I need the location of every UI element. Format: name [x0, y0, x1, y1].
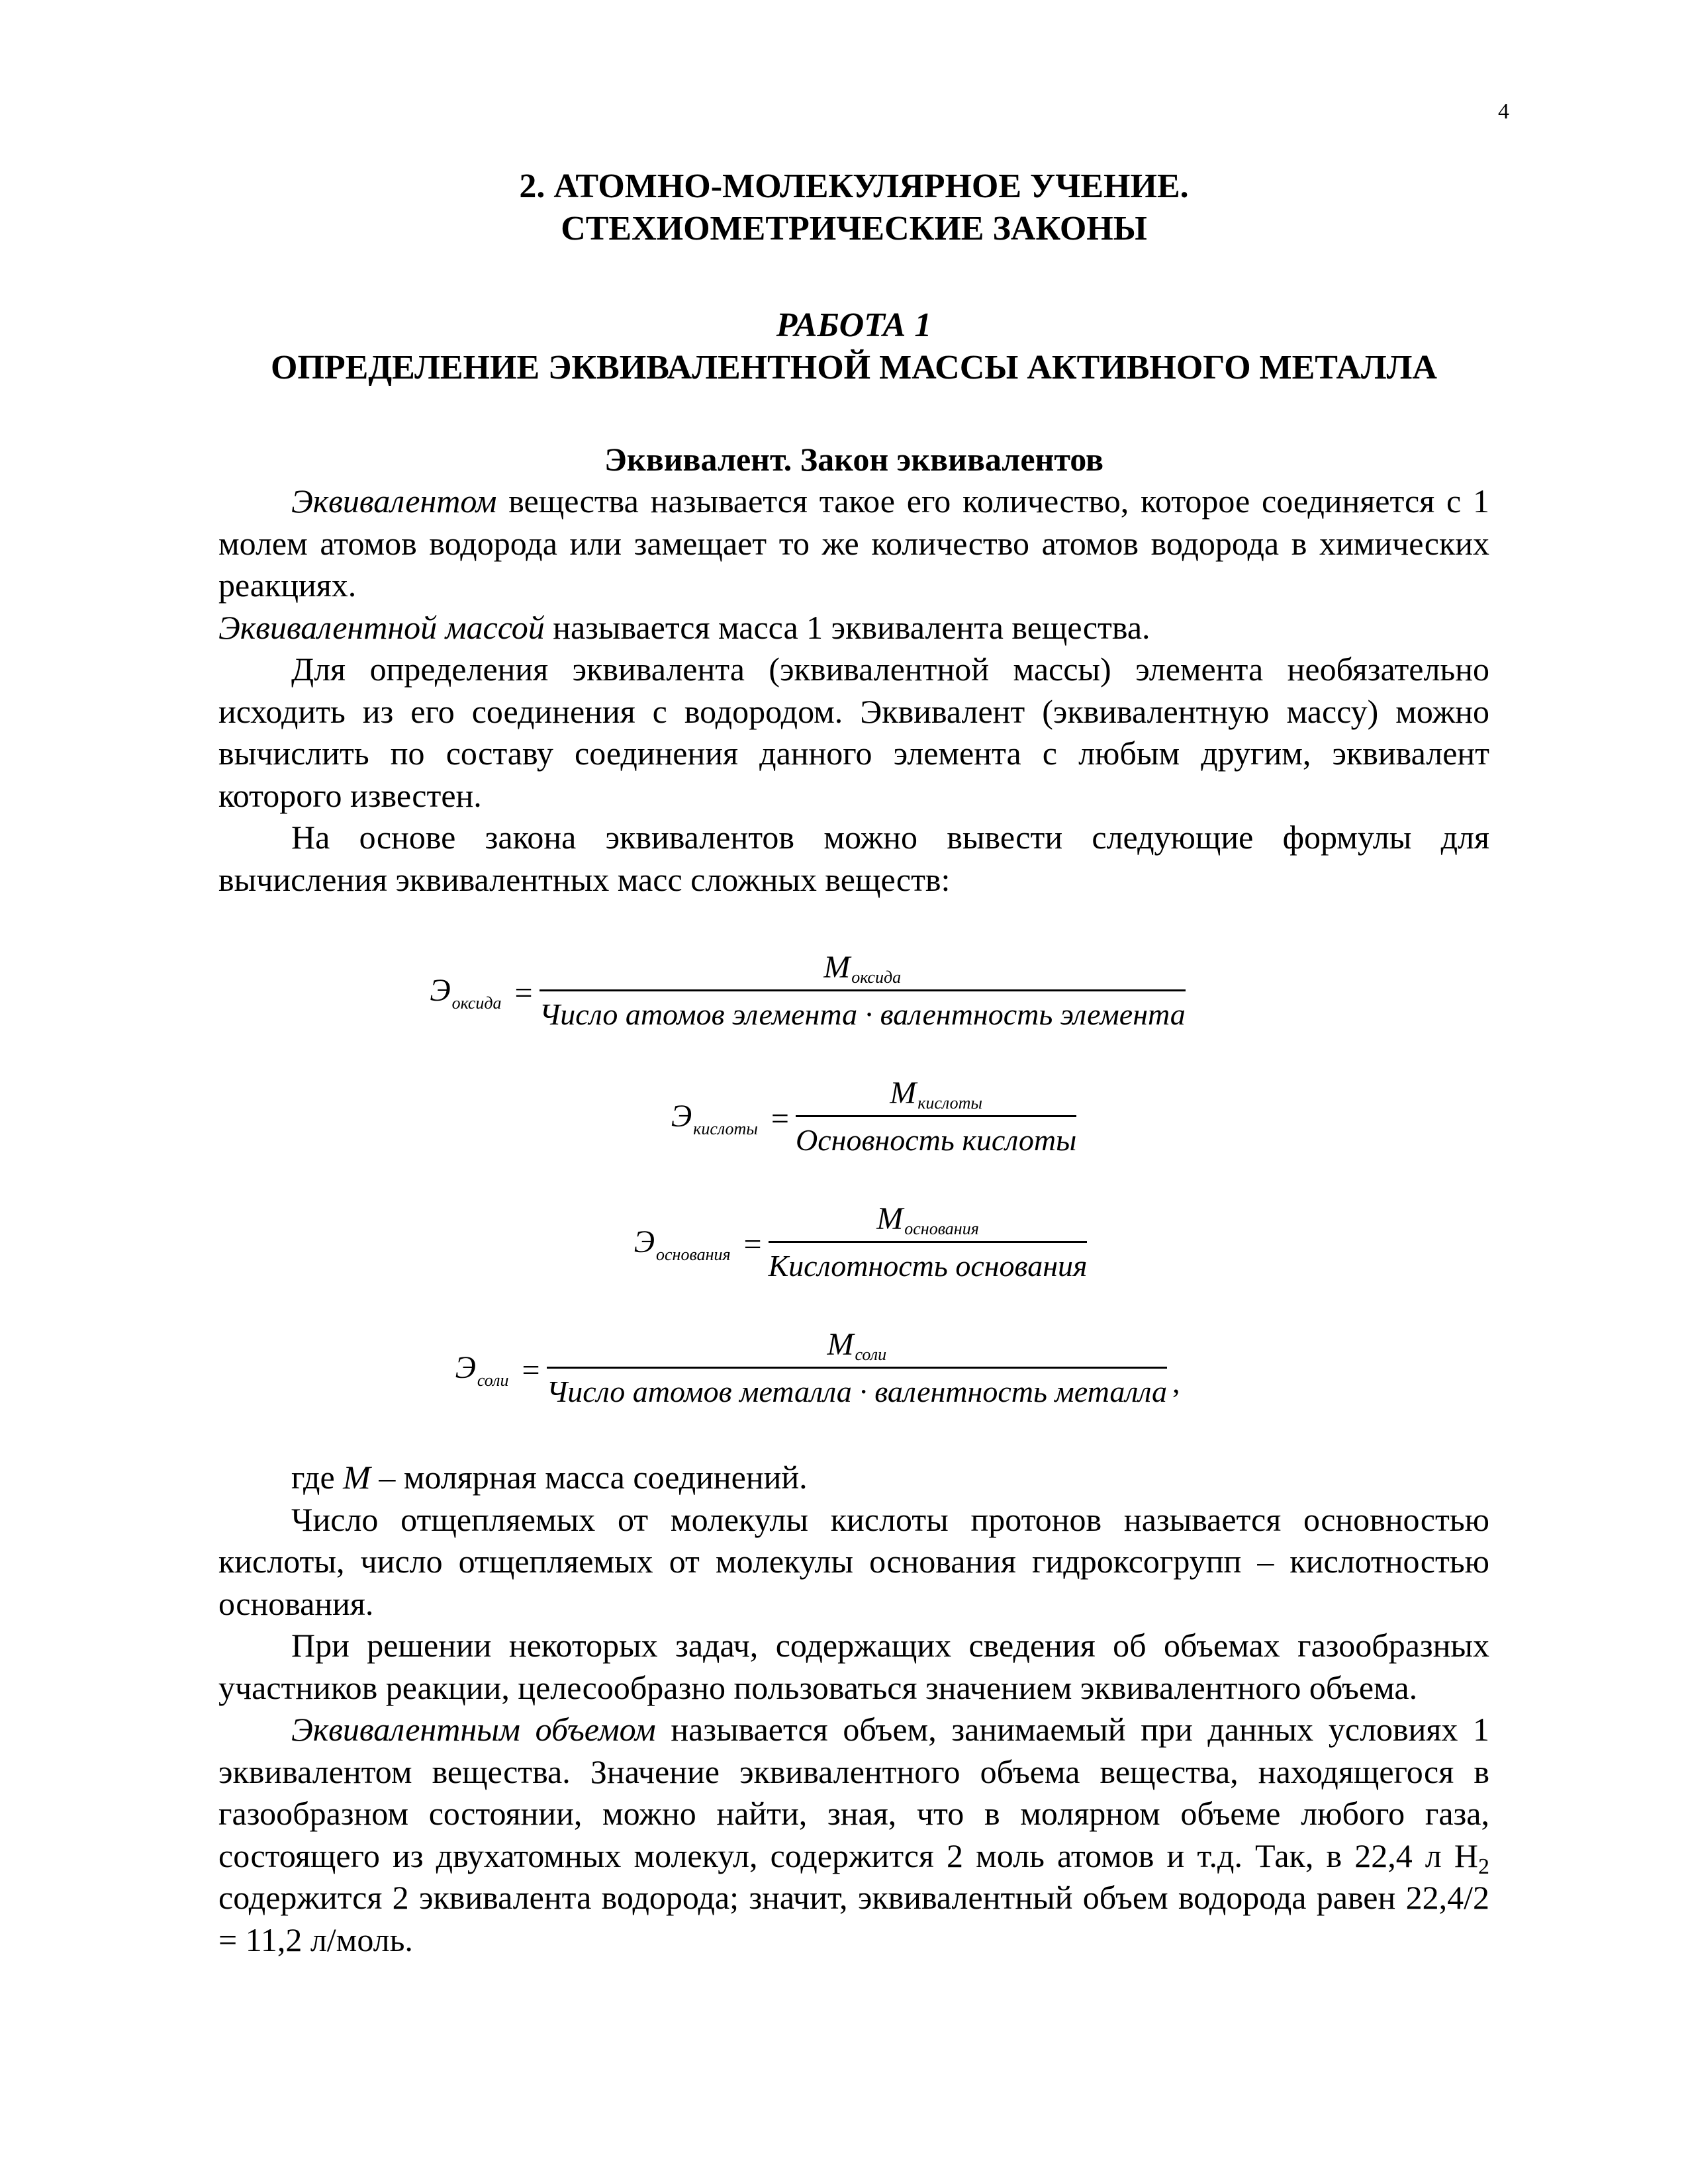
equivalent-symbol: Э [671, 1098, 692, 1134]
equals-sign: = [743, 1226, 762, 1262]
paragraph-text: называется масса 1 эквивалента вещества. [544, 608, 1150, 646]
fraction-denominator: Число атомов металла · валентность металла [546, 1374, 1168, 1408]
fraction-denominator: Основность кислоты [796, 1122, 1077, 1157]
subscript-base: основания [904, 1218, 979, 1238]
formula-block [218, 927, 1489, 1430]
formula-oxide [126, 927, 1489, 1053]
subscript-acid: кислоты [917, 1093, 982, 1113]
equivalent-symbol: Э [633, 1224, 655, 1259]
term-equivalent-mass: Эквивалентной массой [218, 608, 545, 646]
molar-symbol: М [827, 1326, 854, 1362]
equals-sign: = [522, 1352, 540, 1388]
molar-symbol: М [823, 949, 851, 985]
formula-lhs [430, 972, 502, 1013]
formula-acid [258, 1053, 1489, 1179]
chapter-title [218, 165, 1489, 250]
work-label: РАБОТА 1 [776, 306, 932, 344]
document-body [218, 159, 1489, 1961]
fraction [547, 1326, 1167, 1409]
fraction [769, 1201, 1088, 1283]
subscript-salt: соли [477, 1370, 509, 1390]
term-equivalent-volume: Эквивалентным объемом [291, 1711, 656, 1748]
formula-lhs [633, 1224, 731, 1264]
page-number: 4 [1498, 99, 1509, 124]
equals-sign: = [514, 975, 533, 1011]
variable-m: М [343, 1459, 371, 1496]
molar-symbol: М [876, 1201, 904, 1236]
paragraph-basicity: Число отщепляемых от молекулы кислоты протонов называется основностью кислоты, число отщепляемых от молекулы основания гидроксогрупп – кислотностью основания. [218, 1500, 1489, 1622]
section-heading: Эквивалент. Закон эквивалентов [604, 441, 1104, 478]
subscript-2: 2 [1478, 1854, 1489, 1879]
paragraph-text: содержится 2 эквивалента водорода; значит, эквивалентный объем водорода равен 22,4/2 = 11,2 л/моль. [218, 1879, 1489, 1958]
work-title: ОПРЕДЕЛЕНИЕ ЭКВИВАЛЕНТНОЙ МАССЫ АКТИВНОГО МЕТАЛЛА [271, 349, 1437, 387]
paragraph-equivalent-mass-definition [218, 607, 1489, 649]
paragraph-text: – молярная масса соединений. [370, 1459, 808, 1496]
formula-lhs [455, 1349, 509, 1390]
equivalent-symbol: Э [430, 972, 451, 1008]
fraction-denominator: Число атомов элемента · валентность элемента [539, 997, 1186, 1031]
fraction [539, 949, 1186, 1032]
formula-base [232, 1179, 1489, 1304]
paragraph-text: где [291, 1459, 344, 1496]
formula-salt [146, 1304, 1489, 1430]
fraction-numerator [883, 1075, 989, 1115]
equals-sign: = [771, 1101, 789, 1136]
subscript-salt: соли [855, 1344, 887, 1364]
chapter-title-line1: 2. АТОМНО-МОЛЕКУЛЯРНОЕ УЧЕНИЕ. [519, 167, 1189, 205]
subscript-base: основания [656, 1244, 731, 1264]
formula-lhs [671, 1098, 758, 1138]
fraction-denominator: Кислотность основания [768, 1248, 1088, 1283]
fraction-numerator [870, 1201, 986, 1241]
paragraph-text: называется объем, занимаемый при данных условиях 1 эквивалентом вещества. Значение эквивалентного объема вещества, находящегося в газообразном состоянии, можно найти, зная, что в молярном объеме любого газа, состоящего из двухатомных молекул, содержится 2 моль атомов и т.д. Так, в 22,4 л H [218, 1711, 1490, 1874]
paragraph-determination: Для определения эквивалента (эквивалентной массы) элемента необязательно исходить из его соединения с водородом. Эквивалент (эквивалентную массу) можно вычислить по составу соединения данного элемента с любым другим, эквивалент которого известен. [218, 651, 1489, 814]
chapter-title-line2: СТЕХИОМЕТРИЧЕСКИЕ ЗАКОНЫ [561, 210, 1147, 248]
paragraph-text: вещества называется такое его количество, которое соединяется с 1 молем атомов водорода или замещает то же количество атомов водорода в химических реакциях. [218, 482, 1489, 604]
subscript-acid: кислоты [693, 1118, 758, 1138]
paragraph-equivalent-definition [218, 480, 1489, 607]
subscript-oxide: оксида [851, 967, 902, 987]
equivalent-symbol: Э [455, 1349, 476, 1385]
paragraph-equivalent-volume [218, 1709, 1489, 1961]
formula-comma: , [1172, 1365, 1180, 1399]
paragraph-where [218, 1457, 1489, 1499]
term-equivalent: Эквивалентом [291, 482, 497, 520]
paragraph-formulas-intro: На основе закона эквивалентов можно вывести следующие формулы для вычисления эквивалентных масс сложных веществ: [218, 819, 1489, 898]
subscript-oxide: оксида [451, 993, 502, 1013]
fraction-numerator [817, 949, 908, 989]
fraction-numerator [821, 1326, 894, 1367]
fraction [796, 1075, 1076, 1158]
paragraph-gas-volumes: При решении некоторых задач, содержащих сведения об объемах газообразных участников реакции, целесообразно пользоваться значением эквивалентного объема. [218, 1627, 1489, 1706]
molar-symbol: М [890, 1075, 917, 1111]
